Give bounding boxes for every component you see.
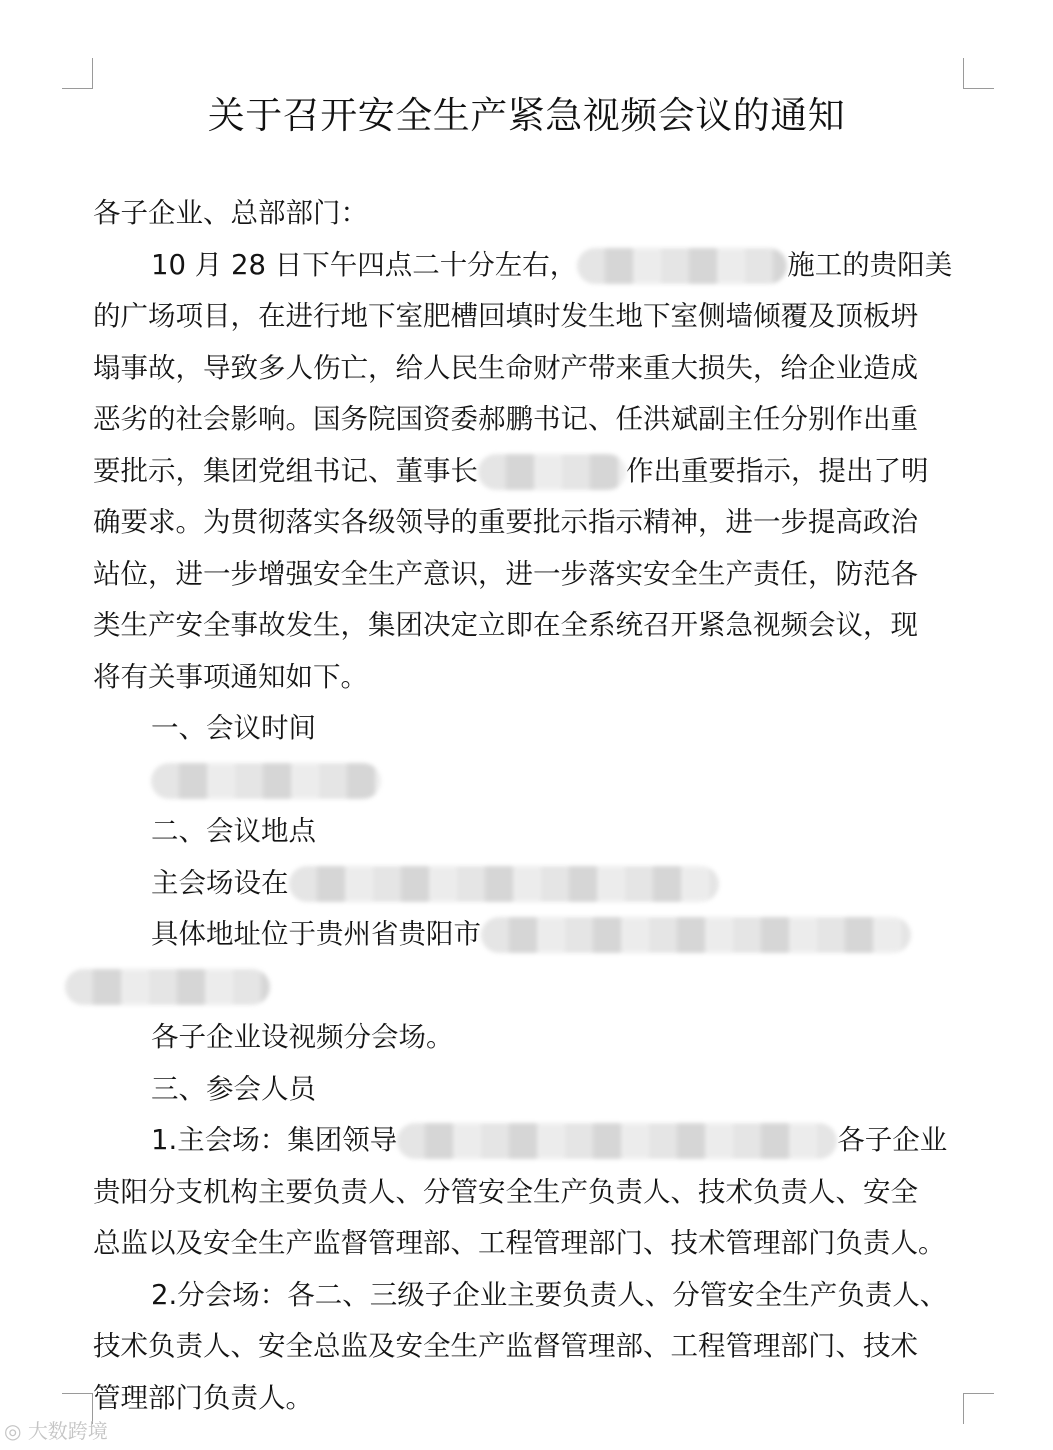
attendees-text: 1.主会场：集团领导 bbox=[151, 1124, 398, 1156]
paragraph-line bbox=[93, 446, 965, 498]
crop-mark-top-left bbox=[62, 58, 93, 89]
section-heading-time: 一、会议时间 bbox=[151, 712, 316, 744]
paragraph-line: 确要求。为贯彻落实各级领导的重要批示指示精神，进一步提高政治 bbox=[93, 506, 918, 538]
paragraph-text: 10 月 28 日下午四点二十分左右， bbox=[151, 248, 578, 281]
paragraph-line bbox=[93, 240, 965, 292]
venue-address-text: 具体地址位于贵州省贵阳市 bbox=[151, 918, 481, 950]
attendees-branch-line: 技术负责人、安全总监及安全生产监督管理部、工程管理部门、技术 bbox=[93, 1330, 918, 1362]
section-heading-venue: 二、会议地点 bbox=[151, 815, 316, 847]
crop-mark-top-right bbox=[963, 58, 994, 89]
redacted-block bbox=[478, 454, 626, 490]
redacted-block bbox=[481, 917, 911, 953]
attendees-main-line bbox=[93, 1115, 965, 1167]
paragraph-line: 恶劣的社会影响。国务院国资委郝鹏书记、任洪斌副主任分别作出重 bbox=[93, 403, 918, 435]
redacted-block bbox=[577, 248, 787, 284]
watermark-icon: ◎ bbox=[4, 1419, 22, 1443]
crop-mark-bottom-right bbox=[963, 1393, 994, 1424]
venue-main bbox=[93, 858, 965, 910]
paragraph-line: 塌事故，导致多人伤亡，给人民生命财产带来重大损失，给企业造成 bbox=[93, 351, 918, 384]
redacted-meeting-time bbox=[93, 755, 965, 807]
paragraph-text: 要批示，集团党组书记、董事长 bbox=[93, 454, 478, 487]
salutation: 各子企业、总部部门： bbox=[93, 197, 368, 229]
paragraph-text: 施工的贵阳美 bbox=[787, 248, 953, 281]
paragraph-line: 的广场项目，在进行地下室肥槽回填时发生地下室侧墙倾覆及顶板坍 bbox=[93, 300, 918, 332]
venue-address-continued bbox=[93, 961, 965, 1013]
paragraph-line: 类生产安全事故发生，集团决定立即在全系统召开紧急视频会议，现 bbox=[93, 609, 918, 641]
document-body[interactable] bbox=[93, 188, 965, 1424]
paragraph-text: 作出重要指示，提出了明 bbox=[626, 454, 929, 487]
section-heading-attendees: 三、参会人员 bbox=[151, 1072, 316, 1105]
redacted-block bbox=[289, 866, 719, 902]
attendees-main-line: 总监以及安全生产监督管理部、工程管理部门、技术管理部门负责人。 bbox=[93, 1227, 946, 1259]
attendees-branch-line: 2.分会场：各二、三级子企业主要负责人、分管安全生产负责人、 bbox=[151, 1278, 948, 1311]
attendees-main-line: 贵阳分支机构主要负责人、分管安全生产负责人、技术负责人、安全 bbox=[93, 1175, 918, 1208]
watermark-logo bbox=[4, 1415, 108, 1444]
attendees-branch-line: 管理部门负责人。 bbox=[93, 1381, 313, 1414]
redacted-block bbox=[151, 763, 381, 799]
venue-branch: 各子企业设视频分会场。 bbox=[151, 1021, 454, 1053]
attendees-text: 各子企业 bbox=[837, 1124, 948, 1156]
venue-main-text: 主会场设在 bbox=[151, 866, 289, 899]
document-title: 关于召开安全生产紧急视频会议的通知 bbox=[207, 94, 846, 137]
redacted-block bbox=[397, 1123, 837, 1159]
venue-address bbox=[93, 909, 965, 961]
paragraph-line: 将有关事项通知如下。 bbox=[93, 660, 368, 693]
redacted-block bbox=[65, 969, 270, 1005]
watermark-text: 大数跨境 bbox=[27, 1419, 108, 1443]
paragraph-line: 站位，进一步增强安全生产意识，进一步落实安全生产责任，防范各 bbox=[93, 557, 918, 590]
